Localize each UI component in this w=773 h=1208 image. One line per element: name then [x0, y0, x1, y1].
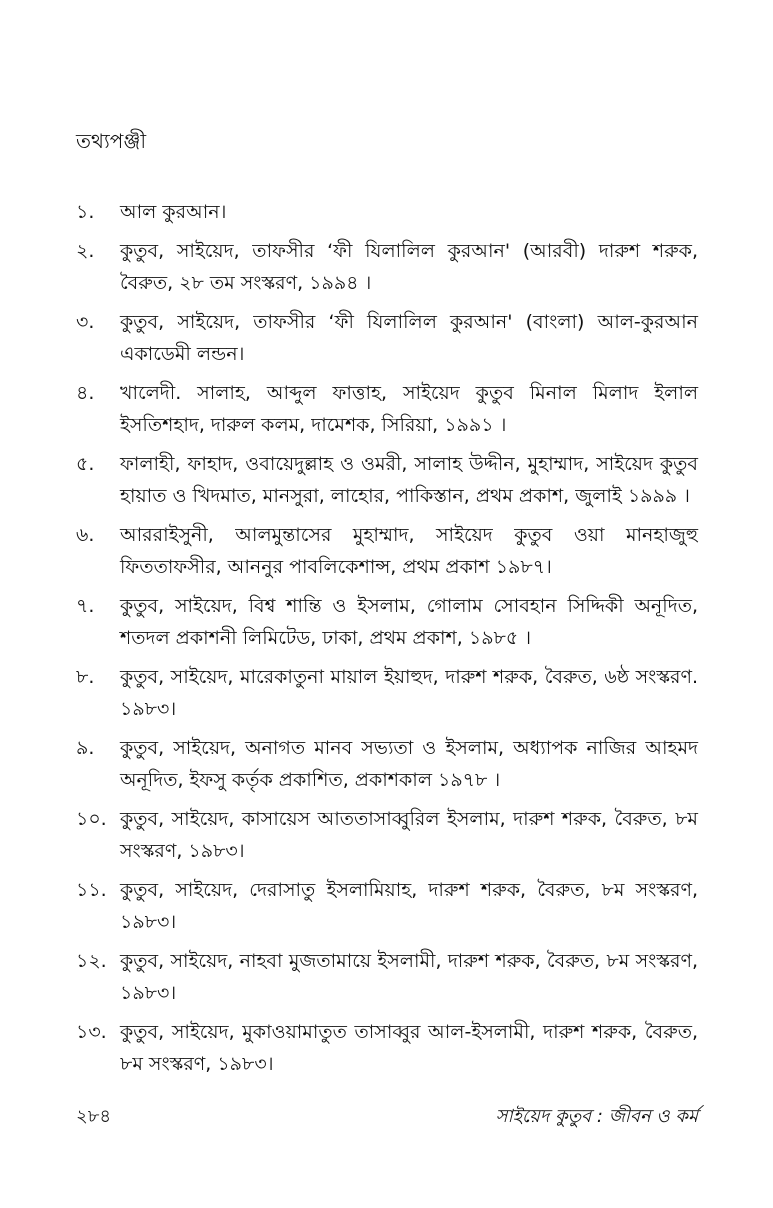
page-heading: তথ্যপঞ্জী [76, 129, 147, 153]
reference-number: ৬. [76, 524, 95, 546]
reference-item [76, 661, 698, 725]
reference-number: ৩. [76, 311, 95, 333]
reference-text: আল কুরআন। [120, 201, 227, 223]
reference-number: ২. [76, 240, 95, 262]
page-number: ২৮৪ [76, 1106, 112, 1127]
reference-text: কুতুব, সাইয়েদ, তাফসীর ‘ফী যিলালিল কুরআন' (আরবী) দারুশ শরুক, বৈরুত, ২৮ তম সংস্করণ, ১৯৯৪ । [120, 240, 698, 294]
reference-text: কুতুব, সাইয়েদ, নাহবা মুজতামায়ে ইসলামী, দারুশ শরুক, বৈরুত, ৮ম সংস্করণ, ১৯৮৩। [120, 950, 698, 1004]
reference-number: ৯. [76, 737, 95, 759]
reference-item [76, 196, 698, 228]
reference-number: ১০. [76, 808, 107, 830]
reference-text: আররাইসুনী, আলমুন্তাসের মুহাম্মাদ, সাইয়েদ কুতুব ওয়া মানহাজুহু ফিততাফসীর, আননুর পাবলিকেশান্স, প্রথম প্রকাশ ১৯৮৭। [120, 524, 698, 578]
page-footer [76, 1104, 698, 1130]
reference-text: কুতুব, সাইয়েদ, দেরাসাতু ইসলামিয়াহ, দারুশ শরুক, বৈরুত, ৮ম সংস্করণ, ১৯৮৩। [120, 879, 698, 933]
reference-item [76, 945, 698, 1009]
reference-text: কুতুব, সাইয়েদ, মুকাওয়ামাতুত তাসাব্বুর আল-ইসলামী, দারুশ শরুক, বৈরুত, ৮ম সংস্করণ, ১৯৮৩। [120, 1021, 698, 1075]
reference-number: ১. [76, 201, 95, 223]
reference-text: ফালাহী, ফাহাদ, ওবায়েদুল্লাহ ও ওমরী, সালাহ উদ্দীন, মুহাম্মাদ, সাইয়েদ কুতুব হায়াত ও খিদমাত, মানসুরা, লাহোর, পাকিস্তান, প্রথম প্রকাশ, জুলাই ১৯৯৯ । [120, 453, 698, 507]
reference-item [76, 1016, 698, 1080]
reference-text: কুতুব, সাইয়েদ, তাফসীর ‘ফী যিলালিল কুরআন' (বাংলা) আল-কুরআন একাডেমী লন্ডন। [120, 311, 698, 365]
reference-text: কুতুব, সাইয়েদ, বিশ্ব শান্তি ও ইসলাম, গোলাম সোবহান সিদ্দিকী অনূদিত, শতদল প্রকাশনী লিমিটেড, ঢাকা, প্রথম প্রকাশ, ১৯৮৫ । [120, 595, 698, 649]
running-book-title: সাইয়েদ কুতুব : জীবন ও কর্ম [495, 1106, 698, 1127]
reference-number: ১১. [76, 879, 107, 901]
reference-number: ৮. [76, 666, 95, 688]
reference-item [76, 448, 698, 512]
reference-number: ৫. [76, 453, 95, 475]
reference-item [76, 590, 698, 654]
reference-item [76, 519, 698, 583]
reference-text: কুতুব, সাইয়েদ, অনাগত মানব সভ্যতা ও ইসলাম, অধ্যাপক নাজির আহমদ অনূদিত, ইফসু কর্তৃক প্রকাশিত, প্রকাশকাল ১৯৭৮ । [120, 737, 698, 791]
reference-item [76, 235, 698, 299]
reference-text: কুতুব, সাইয়েদ, কাসায়েস আততাসাব্বুরিল ইসলাম, দারুশ শরুক, বৈরুত, ৮ম সংস্করণ, ১৯৮৩। [120, 808, 698, 862]
reference-item [76, 732, 698, 796]
reference-number: ১৩. [76, 1021, 107, 1043]
reference-number: ১২. [76, 950, 107, 972]
reference-number: ৭. [76, 595, 95, 617]
reference-text: কুতুব, সাইয়েদ, মারেকাতুনা মায়াল ইয়াহুদ, দারুশ শরুক, বৈরুত, ৬ষ্ঠ সংস্করণ. ১৯৮৩। [120, 666, 698, 720]
reference-list [76, 196, 698, 1087]
reference-item [76, 306, 698, 370]
reference-text: খালেদী. সালাহ, আব্দুল ফাত্তাহ, সাইয়েদ কুতুব মিনাল মিলাদ ইলাল ইসতিশহাদ, দারুল কলম, দামেশক, সিরিয়া, ১৯৯১ । [120, 382, 698, 436]
reference-item [76, 803, 698, 867]
reference-item [76, 874, 698, 938]
reference-number: ৪. [76, 382, 95, 404]
reference-item [76, 377, 698, 441]
